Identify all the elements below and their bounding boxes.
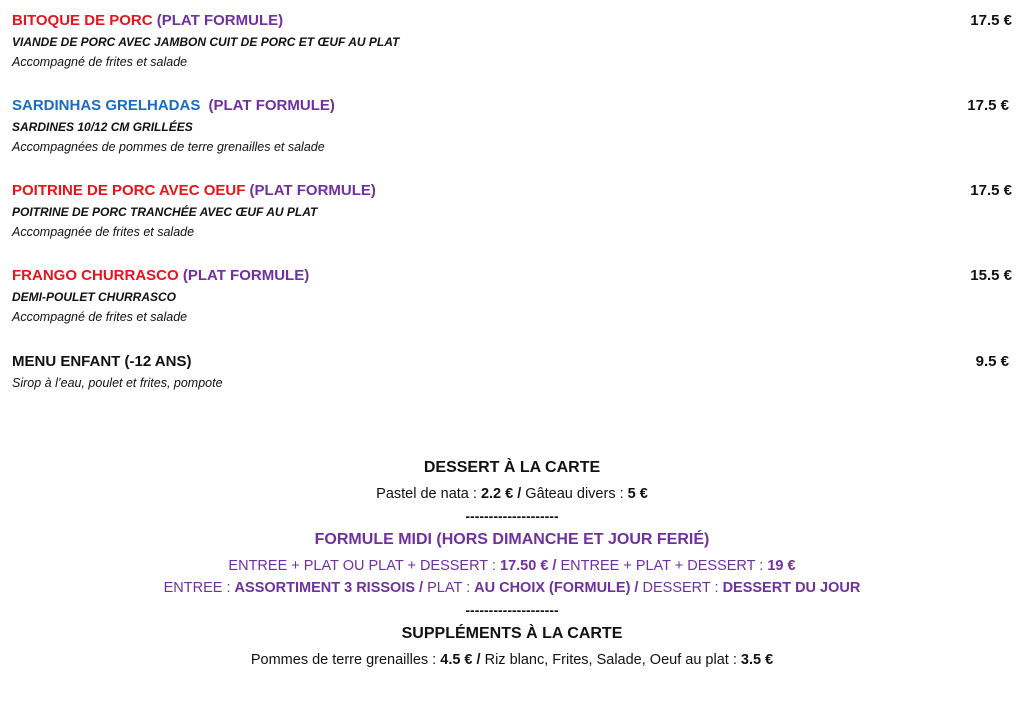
dish-price: 17.5 € <box>967 97 1009 114</box>
supplement-divider: / <box>472 652 485 668</box>
dessert-item-label: Gâteau divers : <box>525 486 628 502</box>
dish-price: 17.5 € <box>970 12 1012 29</box>
dish-description: DEMI-POULET CHURRASCO <box>12 290 176 304</box>
dish-formula-tag: (PLAT FORMULE) <box>208 97 335 114</box>
supplements-line <box>0 649 1024 671</box>
dish-note: Sirop à l’eau, poulet et frites, pompote <box>12 376 223 390</box>
dessert-line <box>0 483 1024 505</box>
formule-midi-title: FORMULE MIDI (HORS DIMANCHE ET JOUR FERIÉ) <box>314 531 710 548</box>
dessert-title: DESSERT À LA CARTE <box>423 459 601 476</box>
formule-option-price: 19 € <box>767 558 796 574</box>
dish-description: VIANDE DE PORC AVEC JAMBON CUIT DE PORC ET ŒUF AU PLAT <box>12 35 400 49</box>
supplement-item-label: Pommes de terre grenailles : <box>250 652 441 668</box>
separator: -------------------- <box>465 602 559 618</box>
supplement-item-label: Riz blanc, Frites, Salade, Oeuf au plat : <box>484 652 741 668</box>
dish-formula-tag: (PLAT FORMULE) <box>182 267 310 284</box>
dish-name: MENU ENFANT (-12 ANS) <box>12 353 192 370</box>
dish-name: FRANGO CHURRASCO <box>12 267 179 284</box>
dish-note: Accompagné de frites et salade <box>12 310 188 324</box>
dish-name: SARDINHAS GRELHADAS <box>12 97 201 114</box>
formule-option-label: ENTREE + PLAT OU PLAT + DESSERT : <box>228 558 500 574</box>
dish-price: 15.5 € <box>970 267 1012 284</box>
dish-name: POITRINE DE PORC AVEC OEUF <box>12 182 246 199</box>
dish-frango-churrasco <box>12 266 1012 325</box>
dessert-item-price: 5 € <box>627 486 648 502</box>
formule-option-label: ENTREE + PLAT + DESSERT : <box>560 558 768 574</box>
dish-menu-enfant <box>12 352 1009 391</box>
dish-poitrine-de-porc <box>12 181 1012 240</box>
formule-midi-composition: ENTREE : ASSORTIMENT 3 RISSOIS / PLAT : AU CHOIX (FORMULE) / DESSERT : DESSERT DU JOUR <box>163 580 861 596</box>
supplement-item-price: 3.5 € <box>740 652 774 668</box>
dessert-item-label: Pastel de nata : <box>376 486 481 502</box>
formule-dessert-value: DESSERT DU JOUR <box>722 580 861 596</box>
supplements-title: SUPPLÉMENTS À LA CARTE <box>401 625 623 642</box>
formule-midi-options <box>0 555 1024 577</box>
formule-option-divider: / <box>548 558 561 574</box>
dish-formula-tag: (PLAT FORMULE) <box>249 182 376 199</box>
dish-note: Accompagnée de frites et salade <box>12 225 195 239</box>
formule-plat-label: PLAT : <box>427 580 475 596</box>
dish-sardinhas-grelhadas <box>12 96 1009 155</box>
dish-price: 9.5 € <box>975 353 1009 370</box>
formule-option-price: 17.50 € <box>500 558 549 574</box>
formule-dessert-label: DESSERT : <box>642 580 723 596</box>
separator: -------------------- <box>465 508 559 524</box>
dish-price: 17.5 € <box>970 182 1012 199</box>
dish-description: POITRINE DE PORC TRANCHÉE AVEC ŒUF AU PLAT <box>12 205 318 219</box>
formule-entree-label: ENTREE : <box>163 580 235 596</box>
formule-plat-value: AU CHOIX (FORMULE) <box>474 580 631 596</box>
dish-note: Accompagnées de pommes de terre grenailles et salade <box>12 140 325 154</box>
dish-note: Accompagné de frites et salade <box>12 55 188 69</box>
bottom-section <box>0 457 1024 671</box>
dish-name: BITOQUE DE PORC <box>12 12 153 29</box>
formule-entree-value: ASSORTIMENT 3 RISSOIS <box>234 580 416 596</box>
dessert-item-price: 2.2 € <box>480 486 514 502</box>
supplement-item-price: 4.5 € <box>440 652 473 668</box>
dish-formula-tag: (PLAT FORMULE) <box>156 12 284 29</box>
dish-bitoque-de-porc <box>12 11 1012 70</box>
dessert-divider: / <box>513 486 526 502</box>
dish-description: SARDINES 10/12 CM GRILLÉES <box>12 120 193 134</box>
